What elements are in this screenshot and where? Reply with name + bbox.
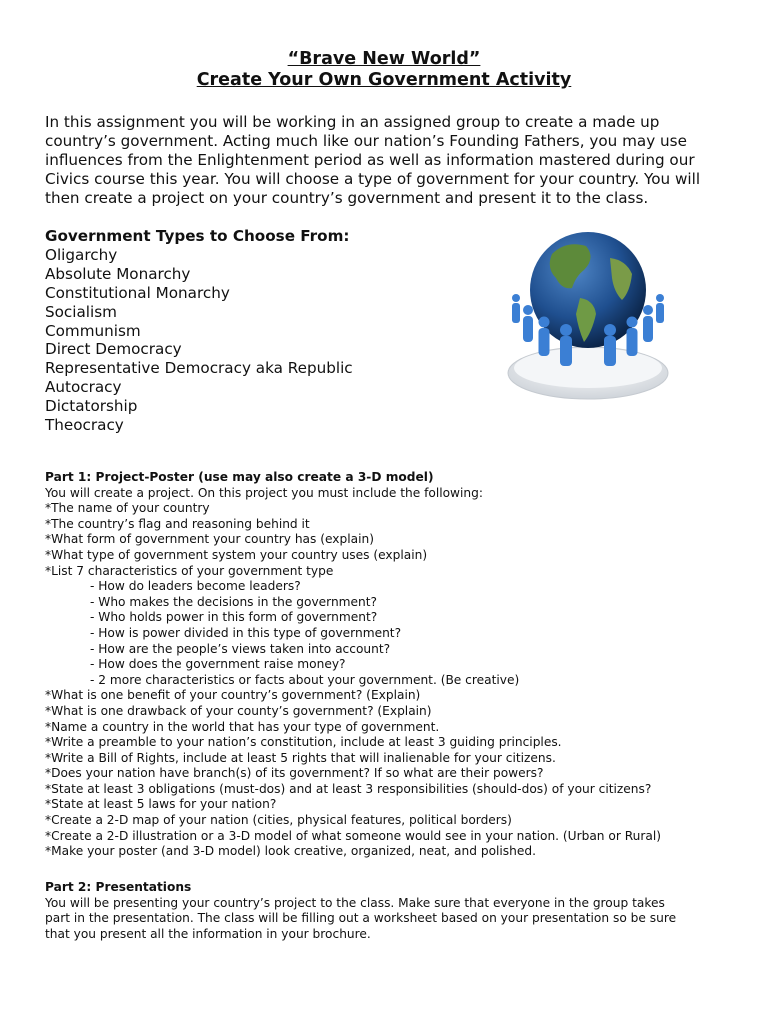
- intro-line: influences from the Enlightenment period as well as information mastered during our: [45, 151, 695, 169]
- list-item: *What is one benefit of your country’s government? (Explain): [45, 688, 421, 703]
- list-item: Direct Democracy: [45, 340, 182, 359]
- list-item: *The name of your country: [45, 501, 210, 516]
- list-item: *List 7 characteristics of your government type: [45, 563, 334, 578]
- part1-section: [45, 470, 745, 860]
- list-item: - Who holds power in this form of government?: [90, 610, 378, 625]
- part2-line: You will be presenting your country’s project to the class. Make sure that everyone in the group takes: [45, 895, 665, 910]
- list-item: *Name a country in the world that has your type of government.: [45, 719, 440, 734]
- part1-lead: You will create a project. On this project you must include the following:: [45, 485, 483, 500]
- part2-section: [45, 880, 735, 942]
- list-item: *What is one drawback of your county’s government? (Explain): [45, 703, 432, 718]
- characteristics-sublist: [45, 579, 745, 688]
- list-item: - How do leaders become leaders?: [90, 579, 301, 594]
- government-types-list: [45, 246, 353, 435]
- list-item: - 2 more characteristics or facts about your government. (Be creative): [90, 672, 520, 687]
- part2-line: that you present all the information in your brochure.: [45, 926, 371, 941]
- list-item: *Create a 2-D map of your nation (cities, physical features, political borders): [45, 813, 512, 828]
- list-item: *What type of government system your country uses (explain): [45, 547, 428, 562]
- part1-list: [45, 501, 745, 579]
- list-item: *Write a preamble to your nation’s constitution, include at least 3 guiding principles.: [45, 735, 562, 750]
- list-item: Absolute Monarchy: [45, 264, 191, 283]
- list-item: - How does the government raise money?: [90, 657, 346, 672]
- list-item: Oligarchy: [45, 245, 118, 264]
- government-types-section: [45, 227, 353, 435]
- intro-line: then create a project on your country’s government and present it to the class.: [45, 189, 649, 207]
- list-item: *State at least 5 laws for your nation?: [45, 797, 277, 812]
- list-item: Communism: [45, 321, 141, 340]
- part1-list-continued: [45, 688, 745, 860]
- list-item: *Make your poster (and 3-D model) look creative, organized, neat, and polished.: [45, 844, 536, 859]
- list-item: Constitutional Monarchy: [45, 283, 230, 302]
- list-item: Socialism: [45, 302, 117, 321]
- intro-line: Civics course this year. You will choose a type of government for your country. You will: [45, 170, 701, 188]
- list-item: *What form of government your country has (explain): [45, 532, 374, 547]
- list-item: *State at least 3 obligations (must-dos) and at least 3 responsibilities (should-dos) of your citizens?: [45, 781, 652, 796]
- list-item: *Write a Bill of Rights, include at least 5 rights that will inalienable for your citizens.: [45, 750, 556, 765]
- list-item: - How are the people’s views taken into account?: [90, 641, 391, 656]
- document-title: “Brave New World”: [287, 49, 481, 69]
- list-item: Autocracy: [45, 378, 122, 397]
- list-item: *Create a 2-D illustration or a 3-D model of what someone would see in your nation. (Urban or Rural): [45, 828, 662, 843]
- list-item: *Does your nation have branch(s) of its government? If so what are their powers?: [45, 766, 544, 781]
- part1-heading: Part 1: Project-Poster (use may also create a 3-D model): [45, 470, 434, 484]
- globe-people-illustration: [500, 218, 680, 408]
- list-item: Representative Democracy aka Republic: [45, 359, 353, 378]
- intro-line: In this assignment you will be working in an assigned group to create a made up: [45, 113, 660, 131]
- list-item: *The country’s flag and reasoning behind it: [45, 516, 310, 531]
- list-item: Dictatorship: [45, 397, 138, 416]
- document-subtitle: Create Your Own Government Activity: [196, 70, 572, 90]
- government-types-heading: Government Types to Choose From:: [45, 227, 350, 245]
- list-item: Theocracy: [45, 416, 124, 435]
- part2-line: part in the presentation. The class will be filling out a worksheet based on your presentation so be sure: [45, 911, 677, 926]
- list-item: - How is power divided in this type of government?: [90, 625, 402, 640]
- intro-paragraph: [45, 113, 735, 208]
- list-item: - Who makes the decisions in the government?: [90, 594, 378, 609]
- part2-heading: Part 2: Presentations: [45, 880, 192, 894]
- intro-line: country’s government. Acting much like our nation’s Founding Fathers, you may use: [45, 132, 687, 150]
